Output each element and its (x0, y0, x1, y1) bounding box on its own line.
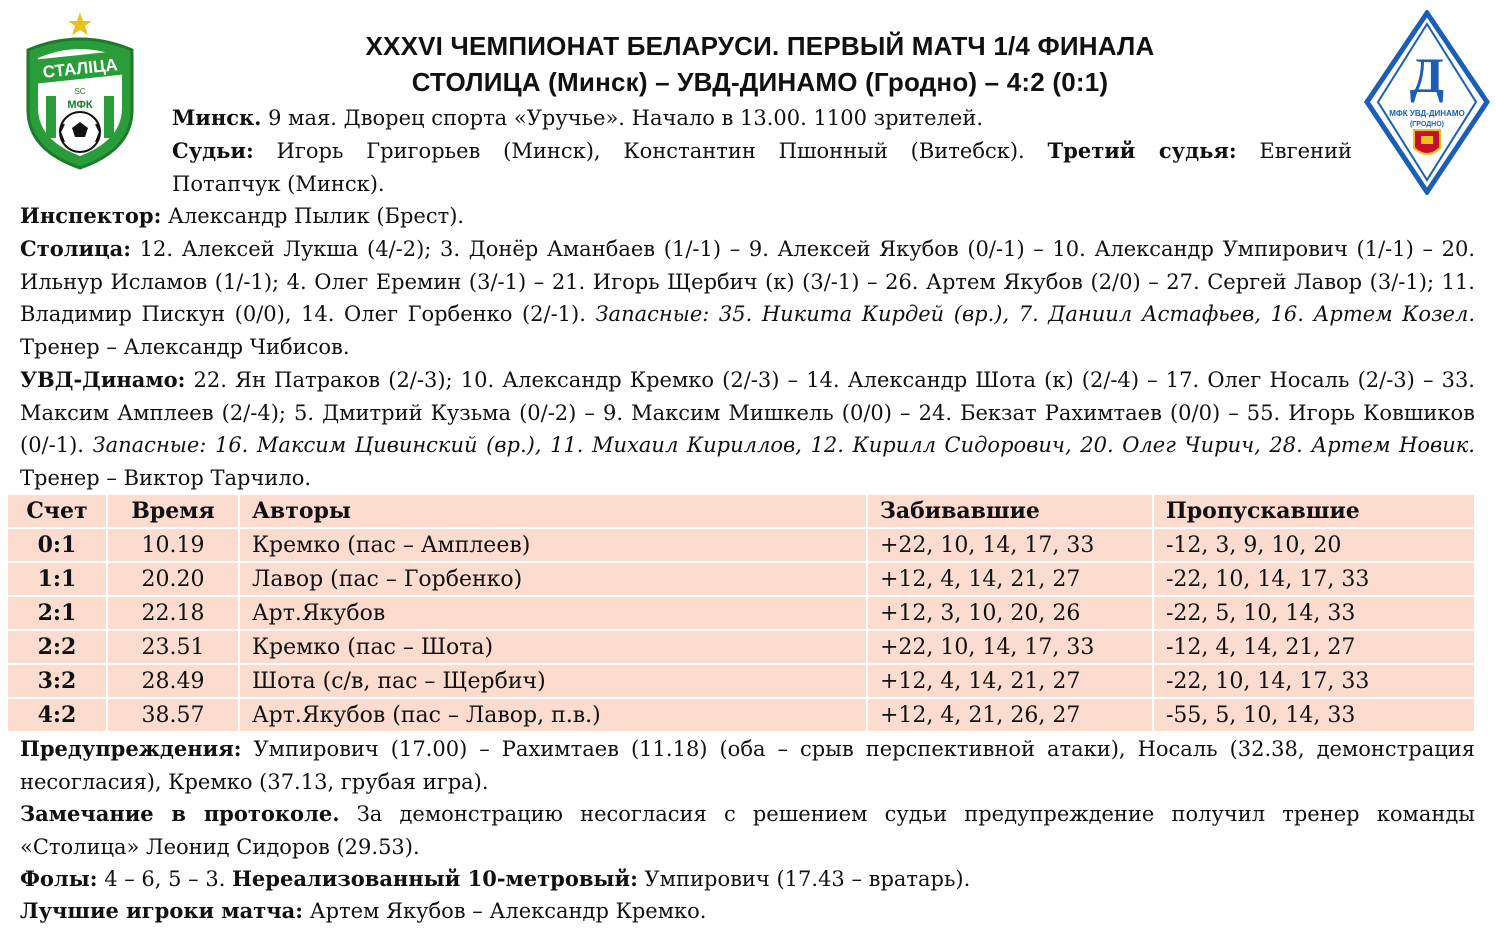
goal-scoring: +12, 4, 21, 26, 27 (867, 698, 1153, 732)
svg-text:(ГРОДНО): (ГРОДНО) (1409, 121, 1445, 128)
goal-time: 23.51 (107, 630, 239, 664)
goal-scoring: +12, 4, 14, 21, 27 (867, 664, 1153, 698)
warnings (20, 733, 1475, 798)
best-players-text: Артем Якубов – Александр Кремко. (302, 899, 707, 923)
goal-time: 38.57 (107, 698, 239, 732)
goal-conceding: -22, 10, 14, 17, 33 (1153, 664, 1475, 698)
goal-score: 0:1 (7, 528, 107, 562)
match-info (172, 102, 1352, 135)
goal-conceding: -55, 5, 10, 14, 33 (1153, 698, 1475, 732)
svg-text:СТАЛІЦА: СТАЛІЦА (41, 55, 119, 82)
goal-time: 28.49 (107, 664, 239, 698)
table-row (7, 664, 1475, 698)
uvd-dinamo-logo (1364, 10, 1490, 195)
fouls-label: Фолы: (20, 866, 98, 891)
fouls-text: 4 – 6, 5 – 3. (97, 867, 233, 891)
stolitsa-logo (20, 10, 140, 170)
match-title: СТОЛИЦА (Минск) – УВД-ДИНАМО (Гродно) – 4:2 (0:1) (411, 67, 1109, 97)
svg-text:МФК: МФК (67, 99, 93, 111)
protocol-remark (20, 798, 1475, 863)
goal-conceding: -12, 4, 14, 21, 27 (1153, 630, 1475, 664)
header-authors: Авторы (239, 494, 867, 528)
stolitsa-subs: Запасные: 35. Никита Кирдей (вр.), 7. Даниил Астафьев, 16. Артем Козел. (595, 302, 1475, 326)
goals-table (6, 493, 1476, 733)
fouls-line (20, 863, 1475, 896)
best-players-label: Лучшие игроки матча: (20, 898, 303, 923)
goal-score: 3:2 (7, 664, 107, 698)
header-score: Счет (7, 494, 107, 528)
header-time: Время (107, 494, 239, 528)
goal-scoring: +22, 10, 14, 17, 33 (867, 528, 1153, 562)
goal-authors: Кремко (пас – Шота) (239, 630, 867, 664)
third-referee-text-a: Евгений (1236, 139, 1352, 163)
uvd-subs: Запасные: 16. Максим Цивинский (вр.), 11. Михаил Кириллов, 12. Кирилл Сидорович, 20. Олег Чирич, 28. Артем Новик. (92, 433, 1475, 457)
goal-time: 10.19 (107, 528, 239, 562)
remark-text: За демонстрацию несогласия с решением судьи предупреждение получил тренер команды «Столица» Леонид Сидоров (29.53). (20, 802, 1476, 859)
inspector-line (20, 200, 1475, 233)
svg-text:SC: SC (74, 87, 86, 96)
place-text: 9 мая. Дворец спорта «Уручье». Начало в 13.00. 1100 зрителей. (261, 106, 984, 130)
uvd-players: 22. Ян Патраков (2/-3); 10. Александр Кремко (2/-3) – 14. Александр Шота (к) (2/-4) – 17. Олег Носаль (2/-3) – 33. Максим Амплеев (2/-4); 5. Дмитрий Кузьма (0/-2) – 9. Максим Мишкель (0/0) – 24. Бекзат Рахимтаев (0/0) – 55. Игорь Ковшиков (0/-1). (20, 368, 1475, 457)
goal-conceding: -12, 3, 9, 10, 20 (1153, 528, 1475, 562)
table-row (7, 596, 1475, 630)
svg-text:МФК УВД-ДИНАМО: МФК УВД-ДИНАМО (1389, 109, 1465, 118)
goal-time: 22.18 (107, 596, 239, 630)
goal-authors: Шота (с/в, пас – Щербич) (239, 664, 867, 698)
table-row (7, 698, 1475, 732)
goal-score: 4:2 (7, 698, 107, 732)
missed-penalty-label: Нереализованный 10-метровый: (232, 866, 638, 891)
goal-score: 1:1 (7, 562, 107, 596)
star-icon (68, 12, 92, 35)
goal-scoring: +22, 10, 14, 17, 33 (867, 630, 1153, 664)
goal-authors: Лавор (пас – Горбенко) (239, 562, 867, 596)
championship-title: XXXVI ЧЕМПИОНАТ БЕЛАРУСИ. ПЕРВЫЙ МАТЧ 1/4 ФИНАЛА (365, 31, 1155, 61)
goal-scoring: +12, 4, 14, 21, 27 (867, 562, 1153, 596)
goal-scoring: +12, 3, 10, 20, 26 (867, 596, 1153, 630)
stolitsa-label: Столица: (20, 236, 131, 261)
missed-penalty-text: Умпирович (17.43 – вратарь). (637, 867, 971, 891)
goal-score: 2:2 (7, 630, 107, 664)
uvd-lineup (20, 364, 1475, 494)
best-players (20, 895, 1475, 928)
third-referee-text-b: Потапчук (Минск). (172, 172, 385, 196)
header-scoring: Забивавшие (867, 494, 1153, 528)
inspector-text: Александр Пылик (Брест). (161, 204, 465, 228)
third-referee-label: Третий судья: (1047, 138, 1237, 163)
referees-line (172, 135, 1352, 168)
table-row (7, 562, 1475, 596)
stolitsa-coach: Тренер – Александр Чибисов. (20, 334, 350, 359)
stolitsa-players: 12. Алексей Лукша (4/-2); 3. Донёр Аманбаев (1/-1) – 9. Алексей Якубов (0/-1) – 10. Александр Умпирович (1/-1) – 20. Ильнур Исламов (1/-1); 4. Олег Еремин (3/-1) – 21. Игорь Щербич (к) (3/-1) – 26. Артем Якубов (2/0) – 27. Сергей Лавор (3/-1); 11. Владимир Пискун (0/0), 14. Олег Горбенко (2/-1). (20, 237, 1475, 326)
third-referee-line (172, 168, 1352, 201)
goals-table-header (7, 494, 1475, 528)
goal-authors: Арт.Якубов (239, 596, 867, 630)
table-row (7, 630, 1475, 664)
goal-authors: Арт.Якубов (пас – Лавор, п.в.) (239, 698, 867, 732)
header-conceding: Пропускавшие (1153, 494, 1475, 528)
referees-text: Игорь Григорьев (Минск), Константин Пшонный (Витебск). (253, 139, 1048, 163)
goal-score: 2:1 (7, 596, 107, 630)
match-header (160, 28, 1360, 100)
place-label: Минск. (172, 105, 262, 130)
uvd-label: УВД-Динамо: (20, 367, 186, 392)
inspector-label: Инспектор: (20, 203, 162, 228)
warnings-label: Предупреждения: (20, 736, 242, 761)
goal-time: 20.20 (107, 562, 239, 596)
uvd-coach: Тренер – Виктор Тарчило. (20, 465, 312, 490)
goal-authors: Кремко (пас – Амплеев) (239, 528, 867, 562)
referees-label: Судьи: (172, 138, 254, 163)
dinamo-d-icon: Д (1409, 47, 1445, 103)
remark-label: Замечание в протоколе. (20, 801, 340, 826)
stolitsa-lineup (20, 233, 1475, 363)
warnings-text: Умпирович (17.00) – Рахимтаев (11.18) (оба – срыв перспективной атаки), Носаль (32.38, демонстрация несогласия), Кремко (37.13, грубая игра). (20, 737, 1475, 794)
table-row (7, 528, 1475, 562)
goal-conceding: -22, 10, 14, 17, 33 (1153, 562, 1475, 596)
goal-conceding: -22, 5, 10, 14, 33 (1153, 596, 1475, 630)
